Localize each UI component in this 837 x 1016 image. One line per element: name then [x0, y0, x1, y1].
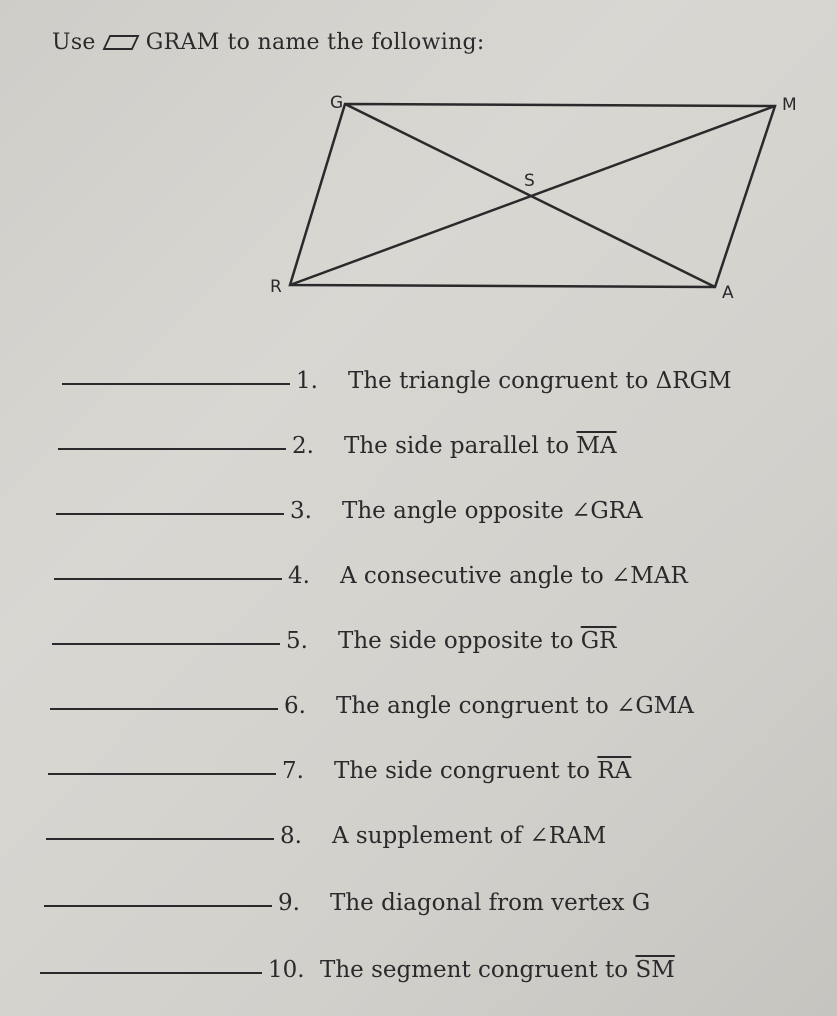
question-number: 9.	[278, 890, 300, 916]
question-row	[50, 693, 694, 719]
question-ref: ∠GRA	[571, 498, 643, 524]
vertex-label-m: M	[782, 95, 797, 115]
vertex-label-s: S	[524, 171, 535, 191]
parallelogram-figure	[0, 0, 837, 320]
question-ref: ∠GMA	[616, 693, 694, 719]
instruction-prefix: Use	[52, 30, 96, 55]
question-number: 7.	[282, 758, 304, 784]
question-ref: $\overline{SM}$	[635, 957, 675, 983]
question-text: The side parallel to $\overline{MA}$	[344, 433, 617, 459]
answer-blank[interactable]	[62, 382, 290, 385]
question-row	[56, 498, 643, 524]
question-text: The side congruent to $\overline{RA}$	[334, 758, 632, 784]
question-number: 2.	[292, 433, 314, 459]
question-text: The segment congruent to $\overline{SM}$	[320, 957, 675, 983]
question-text: The triangle congruent to ΔRGM	[348, 368, 732, 394]
answer-blank[interactable]	[44, 904, 272, 907]
diagonal-rm	[290, 106, 775, 285]
answer-blank[interactable]	[58, 447, 286, 450]
answer-blank[interactable]	[46, 837, 274, 840]
question-text: The diagonal from vertex G	[330, 890, 651, 916]
question-text: The angle congruent to ∠GMA	[336, 693, 694, 719]
vertex-label-r: R	[270, 277, 282, 297]
question-text: The angle opposite ∠GRA	[342, 498, 643, 524]
instruction-suffix: to name the following:	[227, 30, 485, 55]
question-ref: $\overline{GR}$	[580, 628, 617, 654]
answer-blank[interactable]	[56, 512, 284, 515]
question-ref: ∠MAR	[611, 563, 688, 589]
question-text: A supplement of ∠RAM	[332, 823, 607, 849]
question-row	[46, 823, 606, 849]
question-ref: ∠RAM	[529, 823, 607, 849]
question-text: The side opposite to $\overline{GR}$	[338, 628, 617, 654]
answer-blank[interactable]	[54, 577, 282, 580]
question-text: A consecutive angle to ∠MAR	[340, 563, 688, 589]
question-number: 3.	[290, 498, 312, 524]
question-row	[54, 563, 688, 589]
question-number: 10.	[268, 957, 305, 983]
figure-name: GRAM	[145, 30, 220, 55]
question-number: 1.	[296, 368, 318, 394]
vertex-label-g: G	[330, 93, 344, 113]
question-row	[62, 368, 732, 394]
question-number: 4.	[288, 563, 310, 589]
question-row	[52, 628, 616, 654]
vertex-label-a: A	[722, 283, 734, 303]
answer-blank[interactable]	[52, 642, 280, 645]
question-ref: ΔRGM	[655, 368, 732, 394]
question-row	[48, 758, 631, 784]
answer-blank[interactable]	[48, 772, 276, 775]
question-ref: $\overline{RA}$	[597, 758, 632, 784]
question-number: 8.	[280, 823, 302, 849]
answer-blank[interactable]	[50, 707, 278, 710]
question-row	[44, 890, 650, 916]
question-number: 5.	[286, 628, 308, 654]
question-row	[58, 433, 617, 459]
question-number: 6.	[284, 693, 306, 719]
answer-blank[interactable]	[40, 971, 262, 974]
question-ref: $\overline{MA}$	[576, 433, 617, 459]
question-row	[40, 957, 675, 983]
